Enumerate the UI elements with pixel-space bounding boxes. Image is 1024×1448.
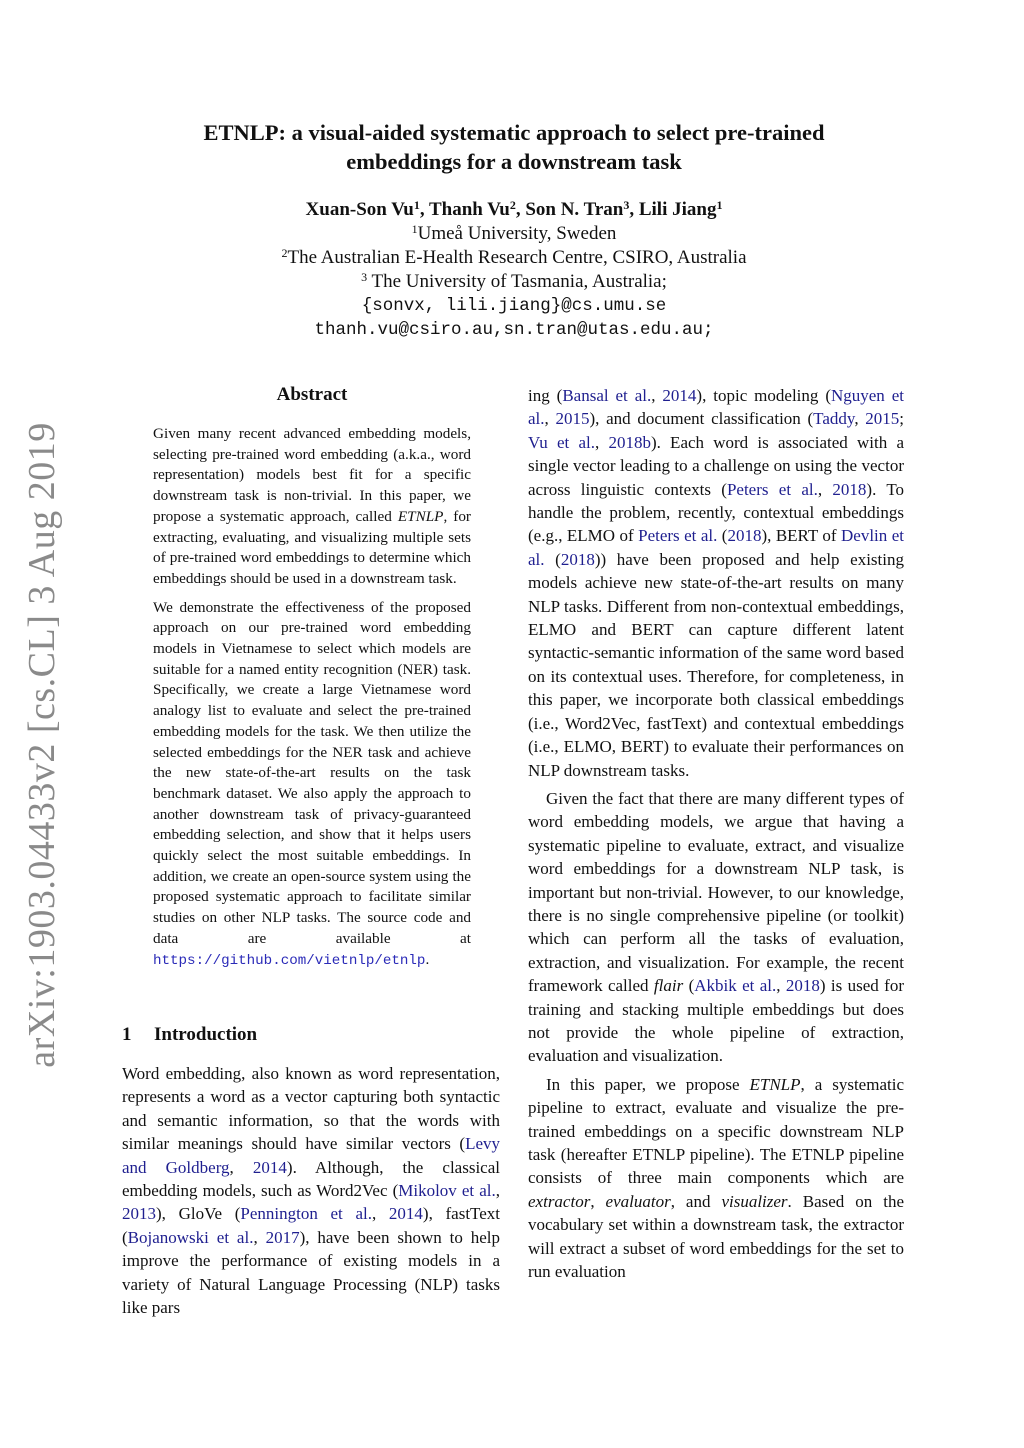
body-text: ( <box>717 526 728 546</box>
abstract-text: Given many recent advanced embedding models, selecting pre-trained word embedding (a.k.a., word representation) models best fit for a specific downstream task is non-trivial. In this paper, we propose a systematic approach, called <box>153 425 471 525</box>
body-text: , <box>495 1181 500 1201</box>
citation-link[interactable]: Peters et al. <box>638 526 718 546</box>
citation-link[interactable]: Taddy <box>813 409 855 429</box>
citation-link[interactable]: Bojanowski et al. <box>127 1227 254 1247</box>
body-text: . Based on the vocabulary set within a downstream task, the extractor will extract a subset of word embeddings for the set to run evaluation <box>528 1191 905 1282</box>
framework-name-emphasis: flair <box>653 976 684 996</box>
introduction-right-column <box>528 384 904 1288</box>
citation-year-link[interactable]: 2018 <box>560 549 595 569</box>
citation-link[interactable]: Mikolov et al. <box>398 1181 496 1201</box>
abstract-heading: Abstract <box>276 384 348 405</box>
author-name: , Lili Jiang <box>629 199 717 220</box>
citation-year-link[interactable]: 2015 <box>555 409 590 429</box>
body-text: , a systematic pipeline to extract, evaluate and visualize the pre-trained embeddings on a specific downstream NLP task (hereafter ETNLP pipeline). The ETNLP pipeline consists of three main components which are <box>528 1074 904 1188</box>
body-text: Word embedding, also known as word representation, represents a word as a vector capturing both syntactic and semantic information, so that the words with similar meanings should have similar vectors ( <box>122 1064 500 1154</box>
affiliation-2 <box>120 246 908 270</box>
system-name-emphasis: ETNLP <box>749 1074 801 1094</box>
citation-link[interactable]: Pennington et al. <box>240 1204 372 1224</box>
author-block <box>120 198 908 342</box>
abstract-paragraph-2 <box>153 598 471 972</box>
citation-year-link[interactable]: 2013 <box>122 1204 156 1224</box>
abstract-paragraph-1 <box>153 424 471 590</box>
citation-year-link[interactable]: 2014 <box>662 386 697 405</box>
body-text: , <box>594 432 609 452</box>
affiliation-3 <box>120 270 908 294</box>
author-name: , Thanh Vu <box>419 199 510 220</box>
citation-year-link[interactable]: 2017 <box>265 1227 300 1247</box>
author-affiliation-mark: 1 <box>716 198 723 212</box>
intro-paragraph-continued <box>528 384 904 782</box>
body-text: ), fastText ( <box>122 1204 501 1247</box>
body-text: ) is used for training and stacking multiple embeddings but does not provide the whole pipeline of extraction, evaluation and visualization. <box>528 976 904 1066</box>
component-name-emphasis: extractor <box>528 1191 591 1211</box>
citation-year-link[interactable]: 2018 <box>727 526 762 546</box>
affiliation-text: The University of Tasmania, Australia; <box>367 271 667 292</box>
affiliation-mark: 3 <box>361 270 368 284</box>
body-text: , <box>229 1157 253 1177</box>
affiliation-text: Umeå University, Sweden <box>417 223 617 244</box>
author-affiliation-mark: 2 <box>509 198 516 212</box>
citation-year-link[interactable]: 2014 <box>388 1204 423 1224</box>
component-name-emphasis: visualizer <box>721 1191 788 1211</box>
title-line-2: embeddings for a downstream task <box>346 149 682 174</box>
body-text: ( <box>544 549 561 569</box>
body-text: , <box>776 976 786 996</box>
citation-year-link[interactable]: 2018 <box>785 976 820 996</box>
body-text: ) <box>761 526 768 546</box>
citation-year-link[interactable]: 2018b <box>608 432 651 452</box>
citation-link[interactable]: Nguyen et al. <box>528 386 905 429</box>
body-text: , and <box>670 1191 722 1211</box>
body-text: ). Each word is associated with a single vector leading to a challenge on using the vector across linguistic contexts ( <box>528 432 904 499</box>
arxiv-identifier-stamp: arXiv:1903.04433v2 [cs.CL] 3 Aug 2019 <box>21 422 63 1068</box>
affiliation-mark: 1 <box>411 222 418 236</box>
system-name-emphasis: ETNLP <box>397 507 444 525</box>
abstract-text: , for extracting, evaluating, and visualizing multiple sets of pre-trained word embeddings to determine which embeddings should be used in a downstream task. <box>153 507 471 587</box>
affiliation-1 <box>120 222 908 246</box>
body-text: ) have been proposed and help existing models achieve new state-of-the-art results on many NLP tasks. Different from non-contextual embeddings, ELMO and BERT can capture different latent syntactic-semantic information of the same word based on its contextual uses. Therefore, for completeness, in this paper, we incorporate both classical embeddings (i.e., Word2Vec, fastText) and contextual embeddings (i.e., ELMO, BERT) to evaluate their performances on NLP downstream tasks. <box>528 549 904 780</box>
author-name: , Son N. Tran <box>515 199 624 220</box>
author-names <box>120 198 908 222</box>
citation-link[interactable]: Peters et al. <box>726 479 818 499</box>
paper-title <box>120 118 908 176</box>
body-text: , <box>817 479 833 499</box>
body-text: ), topic modeling ( <box>696 386 831 405</box>
affiliation-text: The Australian E-Health Research Centre, CSIRO, Australia <box>287 247 747 268</box>
citation-link[interactable]: Vu et al. <box>528 432 595 452</box>
author-affiliation-mark: 3 <box>623 198 630 212</box>
body-text: ), and document classification ( <box>589 409 814 429</box>
citation-link[interactable]: Akbik et al. <box>694 976 777 996</box>
body-text: , <box>651 386 663 405</box>
citation-link[interactable]: Devlin et al. <box>528 526 904 569</box>
body-text: ing ( <box>528 386 563 405</box>
body-text: , <box>590 1191 606 1211</box>
body-text: , <box>253 1227 266 1247</box>
citation-link[interactable]: Levy and Goldberg <box>122 1134 500 1177</box>
citation-year-link[interactable]: 2018 <box>832 479 867 499</box>
abstract-text: . <box>425 950 430 968</box>
body-text: ), GloVe ( <box>156 1204 241 1224</box>
section-title: Introduction <box>154 1024 258 1045</box>
body-text: ). To handle the problem, recently, contextual embeddings (e.g., ELMO of <box>528 479 905 546</box>
body-text: ( <box>683 976 695 996</box>
body-text: In this paper, we propose <box>546 1074 750 1094</box>
body-text: ), have been shown to help improve the performance of existing models in a variety of Natural Language Processing (NLP) tasks like pars <box>122 1227 500 1318</box>
body-text: ). Although, the classical embedding models, such as Word2Vec ( <box>122 1157 500 1201</box>
intro-paragraph-3 <box>528 1073 904 1284</box>
body-text: ; <box>899 409 905 429</box>
citation-year-link[interactable]: 2014 <box>252 1157 287 1177</box>
body-text: , <box>371 1204 389 1224</box>
abstract-body <box>153 424 471 979</box>
section-number: 1 <box>122 1024 132 1045</box>
body-text: Given the fact that there are many different types of word embedding models, we argue that having a systematic pipeline to evaluate, extract, and visualize word embeddings for a downstream NLP task, is important but non-trivial. However, to our knowledge, there is no single comprehensive pipeline (or toolkit) which can perform all the tasks of evaluation, extraction, and visualization. For example, the recent framework called <box>528 788 904 996</box>
email-line-1: {sonvx, lili.jiang}@cs.umu.se <box>361 296 667 316</box>
citation-year-link[interactable]: 2015 <box>865 409 900 429</box>
affiliation-mark: 2 <box>281 246 288 260</box>
section-heading-introduction <box>122 1024 502 1046</box>
email-line-2: thanh.vu@csiro.au,sn.tran@utas.edu.au; <box>314 320 714 340</box>
source-code-link[interactable]: https://github.com/vietnlp/etnlp <box>153 952 426 969</box>
body-text: , <box>544 409 556 429</box>
abstract-text: We demonstrate the effectiveness of the proposed approach on our pre-trained word embedding models in Vietnamese to select which models are suitable for a named entity recognition (NER) task. Specifically, we create a large Vietnamese word analogy list to evaluate and select the pre-trained embedding models for the task. We then utilize the selected embeddings for the NER task and achieve the new state-of-the-art results on the task benchmark dataset. We also apply the approach to another downstream task of privacy-guaranteed embedding selection, and show that it helps users quickly select the most suitable embeddings. In addition, we create an open-source system using the proposed systematic approach to facilitate similar studies on other NLP tasks. The source code and data are available at <box>153 598 471 947</box>
author-name: Xuan-Son Vu <box>305 199 414 220</box>
introduction-left-column <box>122 1062 500 1319</box>
component-name-emphasis: evaluator <box>605 1191 671 1211</box>
title-line-1: ETNLP: a visual-aided systematic approach to select pre-trained <box>203 120 825 145</box>
author-affiliation-mark: 1 <box>413 198 420 212</box>
intro-paragraph-1 <box>122 1062 500 1319</box>
body-text: ) <box>594 549 601 569</box>
body-text: , BERT of <box>767 526 842 546</box>
intro-paragraph-2 <box>528 787 904 1068</box>
body-text: , <box>854 409 866 429</box>
citation-link[interactable]: Bansal et al. <box>562 386 652 405</box>
